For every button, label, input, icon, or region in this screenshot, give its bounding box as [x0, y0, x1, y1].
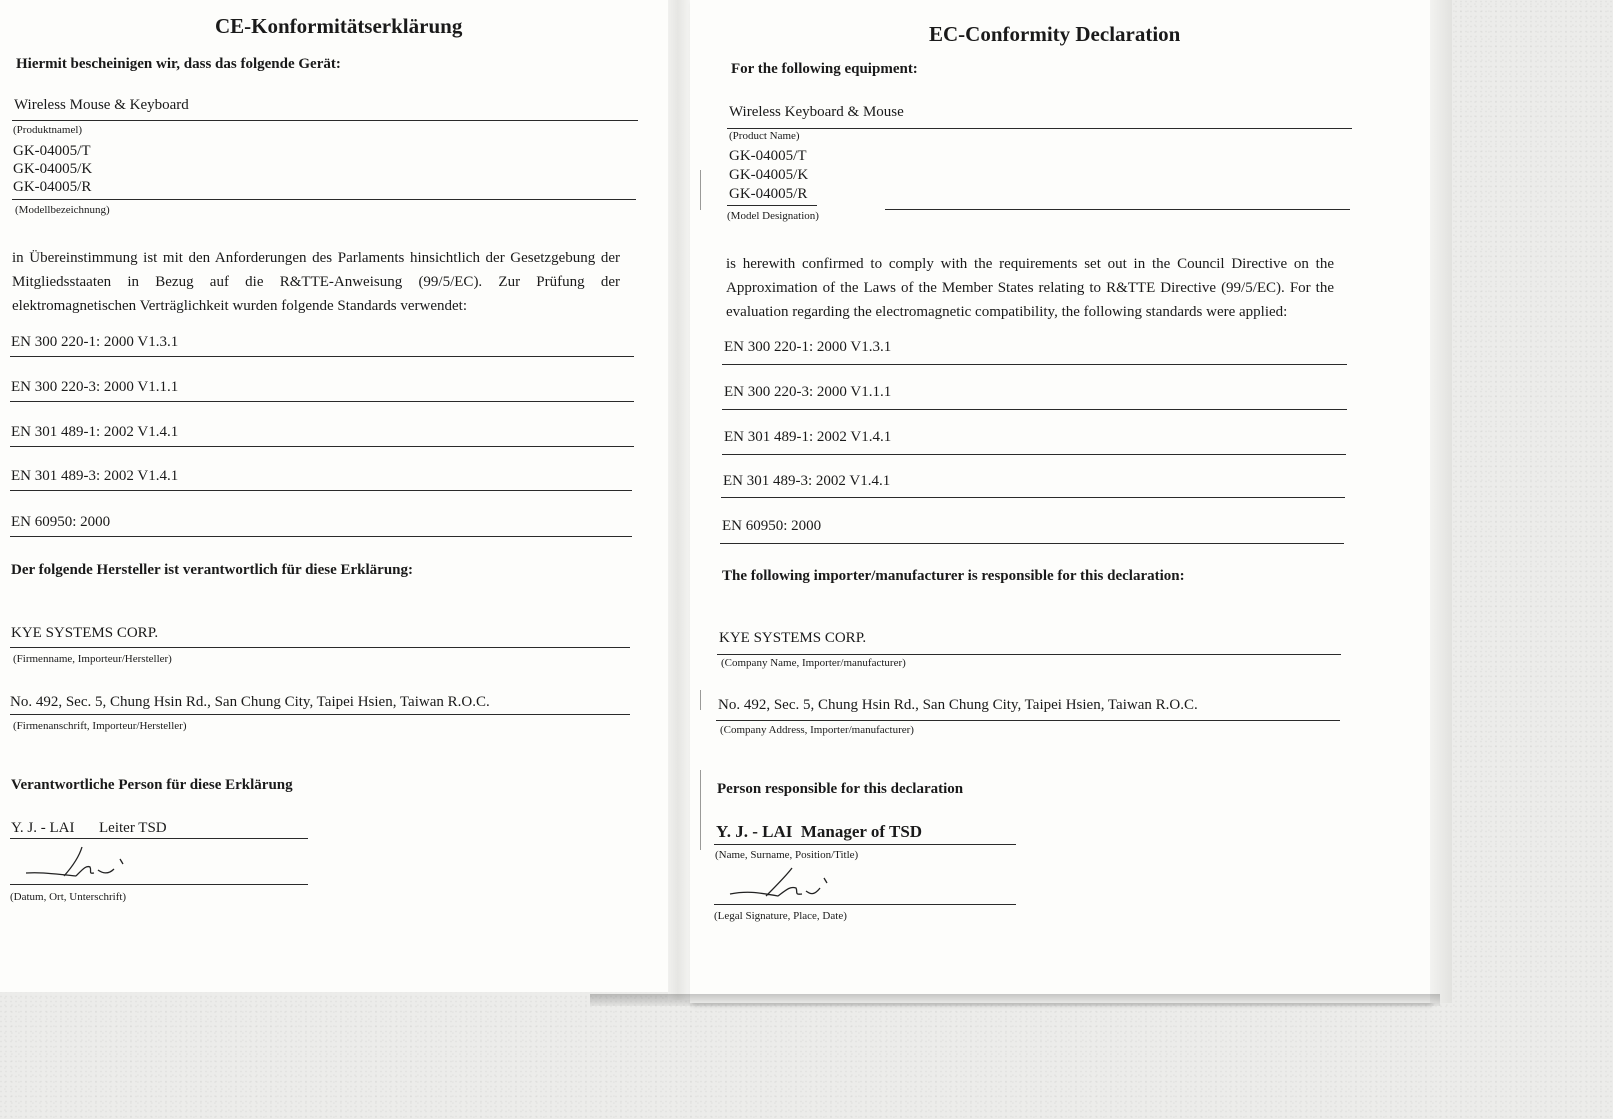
page-edge	[1430, 0, 1452, 1003]
english-person-caption: (Name, Surname, Position/Title)	[715, 849, 859, 861]
german-product-name: Wireless Mouse & Keyboard	[14, 97, 189, 113]
english-signature-caption: (Legal Signature, Place, Date)	[714, 910, 847, 922]
german-model: GK-04005/T	[13, 143, 91, 159]
field-underline	[727, 128, 1352, 129]
german-person-heading: Verantwortliche Person für diese Erklärung	[11, 777, 293, 793]
german-signature-caption: (Datum, Ort, Unterschrift)	[10, 891, 127, 903]
english-company-caption: (Company Name, Importer/manufacturer)	[721, 657, 906, 669]
field-underline	[10, 490, 632, 491]
german-title: CE-Konformitätserklärung	[215, 14, 463, 38]
field-underline	[722, 364, 1347, 365]
field-underline	[12, 120, 638, 121]
german-address: No. 492, Sec. 5, Chung Hsin Rd., San Chung City, Taipei Hsien, Taiwan R.O.C.	[10, 694, 490, 710]
field-underline	[727, 205, 817, 206]
english-signature	[728, 864, 838, 906]
field-underline	[10, 401, 634, 402]
german-company: KYE SYSTEMS CORP.	[11, 625, 159, 641]
english-intro: For the following equipment:	[731, 61, 918, 77]
german-model: GK-04005/K	[13, 161, 93, 177]
english-person-heading: Person responsible for this declaration	[717, 781, 964, 797]
field-underline	[714, 904, 1016, 905]
english-company: KYE SYSTEMS CORP.	[719, 630, 867, 646]
field-underline	[716, 720, 1340, 721]
english-model: GK-04005/T	[729, 148, 807, 164]
field-underline	[10, 356, 634, 357]
page-shadow	[590, 994, 1440, 1006]
field-underline	[721, 497, 1345, 498]
english-address: No. 492, Sec. 5, Chung Hsin Rd., San Chung City, Taipei Hsien, Taiwan R.O.C.	[718, 697, 1198, 713]
english-model: GK-04005/K	[729, 167, 809, 183]
field-underline	[714, 844, 1016, 845]
english-standard: EN 301 489-3: 2002 V1.4.1	[723, 473, 891, 489]
field-underline	[722, 409, 1347, 410]
field-underline	[10, 446, 634, 447]
field-underline	[10, 838, 308, 839]
german-signature	[24, 843, 134, 885]
english-model: GK-04005/R	[729, 186, 808, 202]
english-title: EC-Conformity Declaration	[929, 22, 1181, 46]
german-manufacturer-heading: Der folgende Hersteller ist verantwortlich für diese Erklärung:	[11, 562, 414, 578]
german-paragraph: in Übereinstimmung ist mit den Anforderungen des Parlaments hinsichtlich der Gesetzgebung der Mitgliedsstaaten in Bezug auf die R&TTE-Anweisung (99/5/EC). Zur Prüfung der elektromagnetischen Verträglichkeit wurden folgende Standards verwendet:	[12, 250, 620, 314]
english-standard: EN 300 220-1: 2000 V1.3.1	[724, 339, 892, 355]
field-underline	[10, 647, 630, 648]
german-model-caption: (Modellbezeichnung)	[15, 204, 110, 216]
german-standard: EN 301 489-1: 2002 V1.4.1	[11, 424, 179, 440]
field-underline	[10, 536, 632, 537]
german-standard: EN 301 489-3: 2002 V1.4.1	[11, 468, 179, 484]
german-company-caption: (Firmenname, Importeur/Hersteller)	[13, 653, 172, 665]
field-underline	[12, 199, 636, 200]
field-underline	[885, 209, 1350, 210]
english-standard: EN 301 489-1: 2002 V1.4.1	[724, 429, 892, 445]
german-model: GK-04005/R	[13, 179, 92, 195]
german-intro: Hiermit bescheinigen wir, dass das folgende Gerät:	[16, 56, 341, 72]
german-standard: EN 60950: 2000	[11, 514, 111, 530]
german-person-name: Y. J. - LAI	[11, 820, 75, 836]
field-underline	[720, 543, 1344, 544]
field-underline	[10, 714, 630, 715]
english-product-name-caption: (Product Name)	[729, 130, 800, 142]
german-person-title: Leiter TSD	[99, 820, 167, 836]
fold-mark	[700, 690, 701, 710]
page-fold	[668, 0, 690, 1000]
german-standard: EN 300 220-1: 2000 V1.3.1	[11, 334, 179, 350]
english-model-caption: (Model Designation)	[727, 210, 819, 222]
fold-mark	[700, 170, 701, 210]
english-standard: EN 60950: 2000	[722, 518, 822, 534]
english-standard: EN 300 220-3: 2000 V1.1.1	[724, 384, 892, 400]
field-underline	[10, 884, 308, 885]
german-address-caption: (Firmenanschrift, Importeur/Hersteller)	[13, 720, 187, 732]
fold-mark	[700, 770, 701, 850]
german-standard: EN 300 220-3: 2000 V1.1.1	[11, 379, 179, 395]
field-underline	[717, 654, 1341, 655]
english-manufacturer-heading: The following importer/manufacturer is responsible for this declaration:	[722, 568, 1185, 584]
german-product-name-caption: (Produktnamel)	[13, 124, 83, 136]
english-paragraph: is herewith confirmed to comply with the requirements set out in the Council Directive on the Approximation of the Laws of the Member States relating to R&TTE Directive (99/5/EC). For the evaluation regarding the electromagnetic compatibility, the following standards were applied:	[726, 256, 1334, 320]
english-product-name: Wireless Keyboard & Mouse	[729, 104, 904, 120]
field-underline	[722, 454, 1346, 455]
english-address-caption: (Company Address, Importer/manufacturer)	[720, 724, 914, 736]
english-person-name-title: Y. J. - LAI Manager of TSD	[716, 822, 923, 841]
